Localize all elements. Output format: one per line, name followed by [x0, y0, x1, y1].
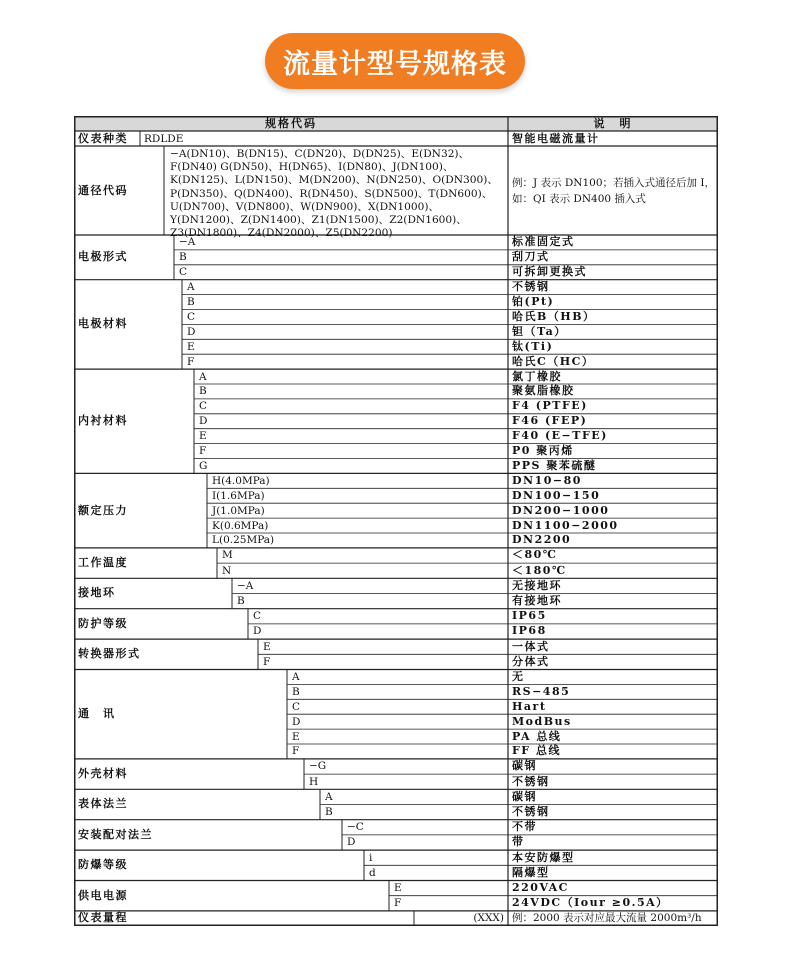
- range-label: 仪表量程: [78, 911, 128, 925]
- option-code: C: [187, 310, 196, 323]
- option-desc: IP68: [512, 624, 547, 638]
- option-code: C: [179, 266, 188, 279]
- spec-table: [74, 116, 718, 926]
- option-code: D: [199, 415, 208, 428]
- option-code: D: [253, 625, 262, 638]
- group-label-4: 工作温度: [78, 556, 128, 570]
- option-desc: 哈氏B（HB）: [512, 309, 596, 323]
- option-desc: DN200−1000: [512, 503, 610, 517]
- option-code: B: [199, 385, 207, 398]
- option-code: A: [199, 370, 207, 383]
- option-code: −A: [179, 236, 196, 249]
- title-banner: [265, 33, 525, 89]
- option-desc: 铂(Pt): [512, 295, 555, 309]
- option-code: J(1.0MPa): [212, 504, 265, 517]
- option-desc: 一体式: [512, 639, 550, 653]
- option-desc: 无接地环: [512, 578, 562, 592]
- option-code: B: [292, 685, 300, 698]
- option-code: H(4.0MPa): [212, 474, 270, 487]
- option-desc: FF 总线: [512, 744, 561, 758]
- group-label-7: 转换器形式: [78, 647, 141, 661]
- option-code: F: [292, 745, 300, 758]
- option-desc: 可拆卸更换式: [512, 265, 587, 279]
- range-desc: 例：2000 表示对应最大流量 2000m³/h: [512, 912, 702, 925]
- diameter-desc: 例：J 表示 DN100；若插入式通径后加 I，如：QI 表示 DN400 插入式: [512, 176, 716, 205]
- option-desc: ModBus: [512, 714, 572, 728]
- option-code: K(0.6MPa): [212, 519, 269, 532]
- option-code: F: [263, 655, 271, 668]
- option-desc: P0 聚丙烯: [512, 444, 574, 458]
- option-code: M: [222, 549, 233, 562]
- option-code: F: [187, 355, 195, 368]
- group-label-13: 供电电源: [78, 888, 128, 902]
- option-desc: 碳钢: [512, 789, 537, 803]
- option-code: E: [263, 640, 271, 653]
- option-code: I(1.6MPa): [212, 489, 265, 502]
- option-desc: IP65: [512, 609, 547, 623]
- range-code: (XXX): [473, 912, 504, 925]
- option-desc: 无: [512, 669, 525, 683]
- instrument-type-label: 仪表种类: [78, 131, 128, 145]
- group-label-9: 外壳材料: [78, 767, 128, 781]
- option-code: −G: [309, 760, 327, 773]
- option-desc: 不带: [512, 820, 537, 834]
- option-desc: DN100−150: [512, 488, 601, 502]
- option-desc: 本安防爆型: [512, 850, 575, 864]
- option-code: B: [179, 251, 187, 264]
- option-desc: 标准固定式: [512, 235, 575, 249]
- option-desc: 隔爆型: [512, 865, 550, 879]
- option-desc: 分体式: [512, 654, 550, 668]
- group-label-10: 表体法兰: [78, 797, 128, 811]
- instrument-type-desc: 智能电磁流量计: [512, 131, 600, 145]
- option-desc: 带: [512, 835, 525, 849]
- option-code: F: [199, 445, 207, 458]
- option-desc: 哈氏C（HC）: [512, 354, 595, 368]
- group-label-6: 防护等级: [78, 616, 128, 630]
- option-desc: 24VDC（Iour ≥0.5A）: [512, 896, 669, 910]
- page-title: 流量计型号规格表: [283, 48, 507, 80]
- option-code: i: [369, 851, 373, 864]
- header-code-column: 规格代码: [265, 116, 317, 130]
- group-label-1: 电极材料: [78, 317, 128, 331]
- option-code: D: [292, 715, 301, 728]
- option-code: C: [253, 610, 262, 623]
- option-desc: PA 总线: [512, 729, 562, 743]
- option-code: B: [237, 595, 245, 608]
- option-desc: RS−485: [512, 684, 571, 698]
- option-desc: DN10−80: [512, 473, 582, 487]
- option-code: H: [309, 775, 319, 788]
- diameter-codes: −A(DN10)、B(DN15)、C(DN20)、D(DN25)、E(DN32)、F(DN40) G(DN50)、H(DN65)、I(DN80)、J(DN100)、K(DN125)、L(DN150)、M(DN200)、N(DN250)、O(DN300)、P(DN350)、Q(DN400)、R(DN450)、S(DN500)、T(DN600)、U(DN700)、V(DN800)、W(DN900)、X(DN1000)、Y(DN1200)、Z(DN1400)、Z1(DN1500)、Z2(DN1600)、Z3(DN1800)、Z4(DN2000)、Z5(DN2200): [170, 148, 498, 240]
- option-code: A: [325, 790, 333, 803]
- option-desc: ＜80℃: [512, 548, 558, 562]
- option-desc: 不锈钢: [512, 774, 550, 788]
- option-code: G: [199, 459, 208, 472]
- group-label-2: 内衬材料: [78, 414, 128, 428]
- option-code: B: [325, 806, 333, 819]
- option-code: A: [292, 670, 300, 683]
- option-code: E: [292, 730, 300, 743]
- option-desc: 不锈钢: [512, 805, 550, 819]
- option-desc: F4 (PTFE): [512, 399, 588, 413]
- option-code: d: [369, 866, 376, 879]
- group-label-0: 电极形式: [78, 250, 128, 264]
- option-code: A: [187, 281, 195, 294]
- option-code: C: [292, 700, 301, 713]
- option-code: −C: [347, 821, 364, 834]
- group-label-12: 防爆等级: [78, 858, 128, 872]
- instrument-model-code: RDLDE: [144, 132, 184, 145]
- option-code: −A: [237, 579, 254, 592]
- option-desc: 氯丁橡胶: [512, 369, 562, 383]
- option-desc: F46 (FEP): [512, 414, 588, 428]
- option-desc: Hart: [512, 699, 547, 713]
- option-code: C: [199, 400, 208, 413]
- option-desc: 220VAC: [512, 881, 569, 895]
- group-label-3: 额定压力: [78, 503, 128, 517]
- option-desc: 不锈钢: [512, 280, 550, 294]
- group-label-5: 接地环: [78, 586, 116, 600]
- option-code: E: [199, 430, 207, 443]
- option-code: D: [347, 836, 356, 849]
- option-desc: ＜180℃: [512, 563, 567, 577]
- option-code: N: [222, 564, 232, 577]
- option-desc: PPS 聚苯硫醚: [512, 458, 597, 472]
- option-code: E: [394, 882, 402, 895]
- group-label-11: 安装配对法兰: [78, 827, 153, 841]
- option-code: F: [394, 897, 402, 910]
- option-desc: DN1100−2000: [512, 518, 619, 532]
- option-code: D: [187, 325, 196, 338]
- option-desc: 刮刀式: [512, 250, 550, 264]
- option-desc: 钛(Ti): [512, 339, 554, 353]
- group-label-8: 通 讯: [78, 707, 116, 721]
- option-code: E: [187, 340, 195, 353]
- option-desc: 有接地环: [512, 594, 562, 608]
- option-desc: 聚氨脂橡胶: [512, 384, 575, 398]
- option-desc: DN2200: [512, 533, 572, 547]
- header-desc-column: 说 明: [593, 116, 633, 130]
- option-desc: 钽（Ta）: [512, 324, 567, 338]
- option-code: L(0.25MPa): [212, 534, 275, 547]
- diameter-label: 通径代码: [78, 183, 128, 197]
- option-desc: 碳钢: [512, 759, 537, 773]
- option-desc: F40 (E−TFE): [512, 429, 608, 443]
- option-code: B: [187, 296, 195, 309]
